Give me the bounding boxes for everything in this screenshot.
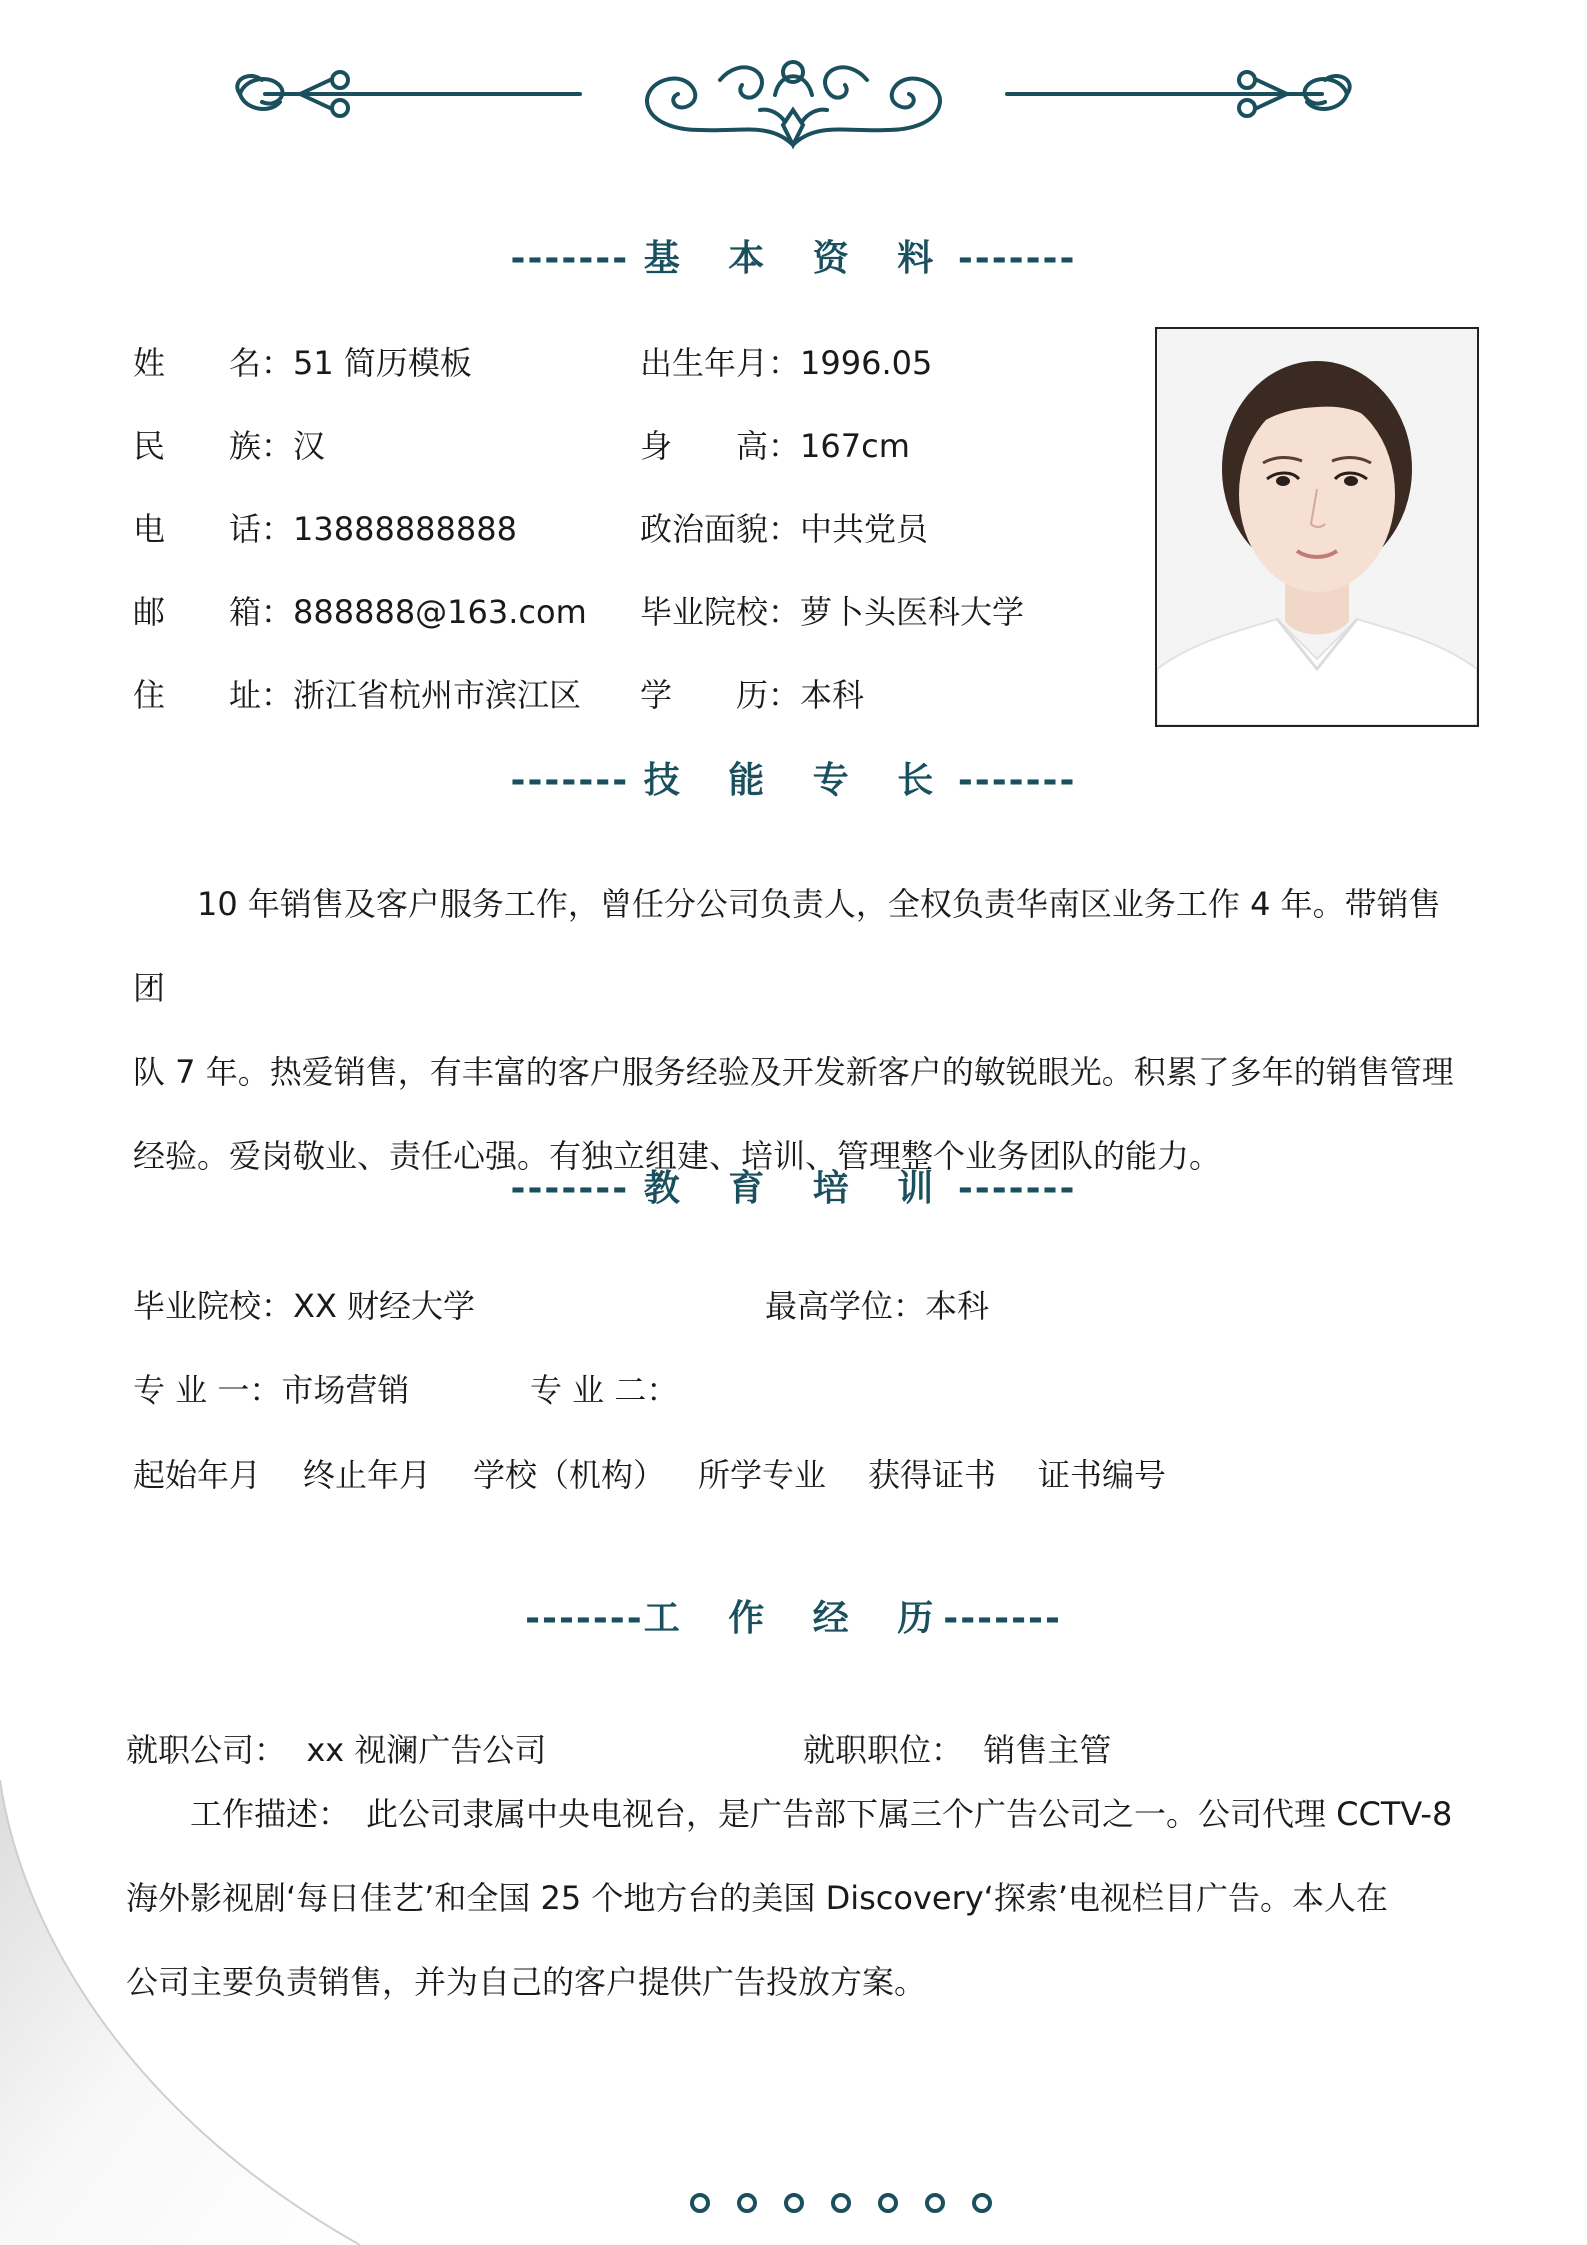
field-degree xyxy=(640,675,864,715)
edu-major2-label: 专 业 二： xyxy=(530,1371,679,1409)
section-dashes-right: ------- xyxy=(943,1598,1062,1639)
portrait-illustration xyxy=(1157,329,1477,725)
address-value: 浙江省杭州市滨江区 xyxy=(293,676,582,714)
field-address xyxy=(133,675,581,715)
work-desc-line: 公司主要负责销售，并为自己的客户提供广告投放方案。 xyxy=(126,1963,927,2001)
politics-label: 政治面貌： xyxy=(640,510,801,548)
skills-line: 队 7 年。热爱销售，有丰富的客户服务经验及开发新客户的敏锐眼光。积累了多年的销售管理 xyxy=(133,1053,1454,1091)
name-label: 姓 名： xyxy=(133,344,294,382)
work-company xyxy=(126,1730,546,1770)
section-title-text: 教 育 培 训 xyxy=(643,1168,952,1209)
field-phone xyxy=(133,509,517,549)
edu-col-major: 所学专业 xyxy=(698,1456,827,1494)
skills-line: 10 年销售及客户服务工作，曾任分公司负责人，全权负责华南区业务工作 4 年。带销售团 xyxy=(133,885,1441,1007)
birth-value: 1996.05 xyxy=(800,344,933,382)
email-label: 邮 箱： xyxy=(133,593,294,631)
field-email xyxy=(133,592,587,632)
birth-label: 出生年月： xyxy=(640,344,801,382)
degree-value: 本科 xyxy=(800,676,865,714)
section-dashes-left: ------- xyxy=(510,1168,630,1209)
work-company-label: 就职公司： xyxy=(126,1731,287,1769)
section-dashes-left: ------- xyxy=(525,1598,644,1639)
name-value: 51 简历模板 xyxy=(293,344,472,382)
field-name xyxy=(133,343,472,383)
work-position xyxy=(803,1730,1111,1770)
skills-line: 经验。爱岗敬业、责任心强。有独立组建、培训、管理整个业务团队的能力。 xyxy=(133,1137,1222,1175)
field-ethnicity xyxy=(133,426,325,466)
edu-major1-label: 专 业 一： xyxy=(133,1371,282,1409)
edu-major1 xyxy=(133,1370,409,1410)
profile-photo xyxy=(1155,327,1479,727)
field-height xyxy=(640,426,910,466)
skills-paragraph xyxy=(133,862,1463,1198)
ethnicity-label: 民 族： xyxy=(133,427,294,465)
work-desc-line: 工作描述： 此公司隶属中央电视台，是广告部下属三个广告公司之一。公司代理 CCTV-8 xyxy=(126,1795,1453,1833)
field-school xyxy=(640,592,1024,632)
header-ornament xyxy=(0,50,1587,160)
school-label: 毕业院校： xyxy=(640,593,801,631)
edu-degree-value: 本科 xyxy=(925,1287,990,1325)
work-company-value: xx 视澜广告公司 xyxy=(306,1731,547,1769)
section-title-work xyxy=(0,1590,1587,1641)
edu-school xyxy=(133,1286,475,1326)
degree-label: 学 历： xyxy=(640,676,801,714)
edu-degree-label: 最高学位： xyxy=(765,1287,926,1325)
field-birth xyxy=(640,343,932,383)
edu-col-end: 终止年月 xyxy=(303,1456,432,1494)
edu-col-cert-no: 证书编号 xyxy=(1038,1456,1167,1494)
page-curl-decoration xyxy=(0,1780,360,2245)
politics-value: 中共党员 xyxy=(800,510,929,548)
edu-school-value: XX 财经大学 xyxy=(293,1287,476,1325)
field-politics xyxy=(640,509,928,549)
ethnicity-value: 汉 xyxy=(293,427,326,465)
section-title-text: 技 能 专 长 xyxy=(643,760,952,801)
section-title-education xyxy=(0,1160,1587,1211)
edu-col-start: 起始年月 xyxy=(133,1456,262,1494)
section-title-skills xyxy=(0,752,1587,803)
school-value: 萝卜头医科大学 xyxy=(800,593,1025,631)
edu-degree xyxy=(765,1286,989,1326)
section-dashes-right: ------- xyxy=(957,238,1077,279)
edu-school-label: 毕业院校： xyxy=(133,1287,294,1325)
work-desc-line: 海外影视剧‘每日佳艺’和全国 25 个地方台的美国 Discovery‘探索’电视栏目广告。本人在 xyxy=(126,1879,1389,1917)
edu-col-cert: 获得证书 xyxy=(868,1456,997,1494)
section-title-basic xyxy=(0,230,1587,281)
phone-value: 13888888888 xyxy=(293,510,517,548)
edu-col-school: 学校（机构） xyxy=(473,1456,666,1494)
address-label: 住 址： xyxy=(133,676,294,714)
work-position-value: 销售主管 xyxy=(983,1731,1112,1769)
height-value: 167cm xyxy=(800,427,910,465)
edu-major2 xyxy=(530,1370,678,1410)
phone-label: 电 话： xyxy=(133,510,294,548)
section-dashes-right: ------- xyxy=(957,760,1077,801)
section-dashes-left: ------- xyxy=(510,760,630,801)
section-dashes-right: ------- xyxy=(957,1168,1077,1209)
work-position-label: 就职职位： xyxy=(803,1731,964,1769)
section-title-text: 基 本 资 料 xyxy=(643,238,952,279)
footer-dots xyxy=(0,2188,1587,2218)
height-label: 身 高： xyxy=(640,427,801,465)
section-title-text: 工 作 经 历 xyxy=(643,1598,952,1639)
edu-major1-value: 市场营销 xyxy=(281,1371,410,1409)
section-dashes-left: ------- xyxy=(510,238,630,279)
email-value: 888888@163.com xyxy=(293,593,587,631)
